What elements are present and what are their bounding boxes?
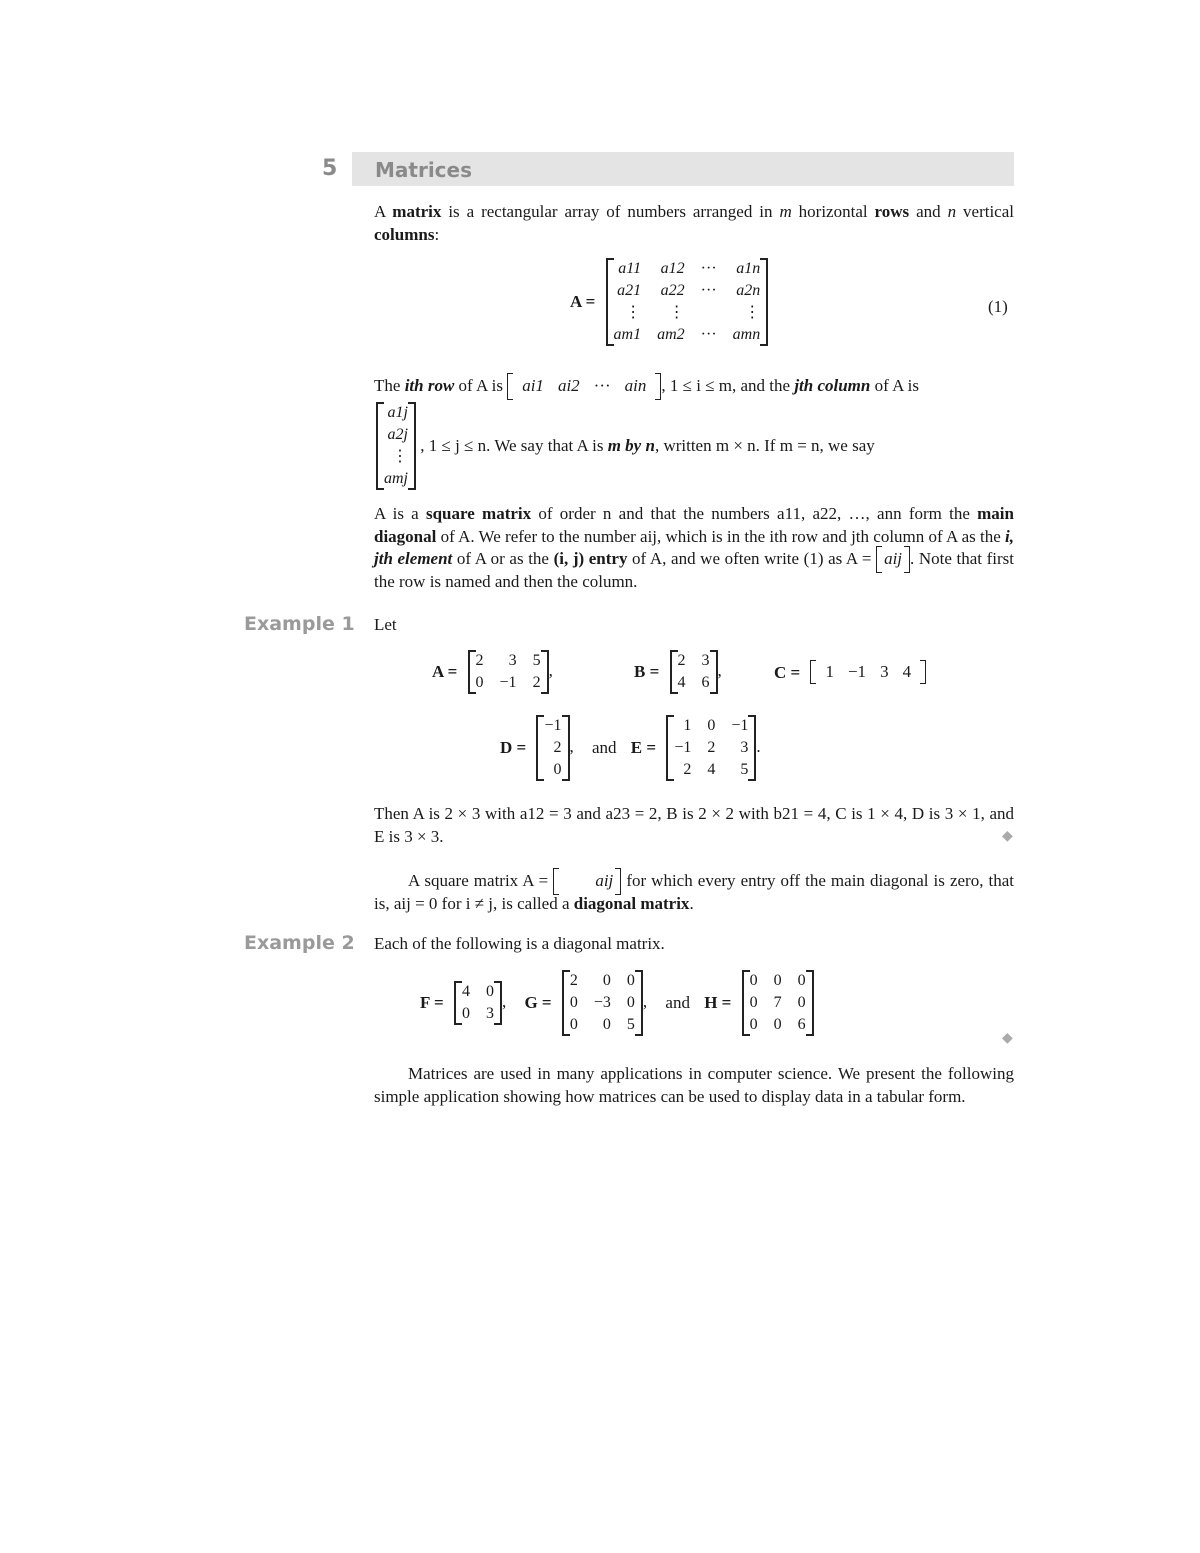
matrix-E-entry: 2 <box>707 739 716 756</box>
general-matrix-entry: a1n <box>736 260 761 277</box>
matrix-E-entry: 0 <box>707 717 716 734</box>
general-matrix-lhs: A = <box>570 292 596 311</box>
general-matrix-entry: ⋮ <box>668 304 685 321</box>
matrix-D-entry: −1 <box>544 717 562 734</box>
ith-row-entry: ai2 <box>557 376 580 395</box>
jth-col-entry: a2j <box>387 426 408 443</box>
equation-number: (1) <box>988 297 1008 316</box>
ith-row-vector <box>507 375 661 398</box>
matrix-G-entry: 0 <box>626 994 635 1011</box>
matrix-G-entry: 0 <box>602 1016 611 1033</box>
jth-col-entry: a1j <box>387 404 408 421</box>
matrix-H-entry: 0 <box>773 1016 782 1033</box>
example-1-label: Example 1 <box>244 613 355 635</box>
matrix-A-entry: −1 <box>499 674 517 691</box>
matrix-H-entry: 6 <box>797 1016 806 1033</box>
matrix-B-entry: 2 <box>677 652 686 669</box>
matrix-D-entry: 0 <box>553 761 562 778</box>
matrix-F-entry: 3 <box>485 1005 494 1022</box>
general-matrix-entry: a12 <box>660 260 685 277</box>
matrix-E <box>666 715 756 781</box>
general-matrix-entry: amn <box>732 326 761 343</box>
matrix-H-entry: 0 <box>797 972 806 989</box>
matrix-F <box>454 981 502 1025</box>
matrix-G-entry: 0 <box>602 972 611 989</box>
general-matrix-entry <box>693 302 725 324</box>
general-matrix-equation <box>570 258 768 346</box>
row-definition: The ith row of A is ai1 ai2 ··· ain , 1 ≤ i ≤ m, and the jth column of A is <box>374 375 1014 398</box>
matrix-E-entry: 3 <box>740 739 749 756</box>
general-matrix-entry: am2 <box>657 326 685 343</box>
general-matrix-entry: a21 <box>617 282 642 299</box>
diagonal-examples: F = 4 0 0 3 , G = 2 0 0 0 −3 0 0 0 5 , and H = 0 0 0 0 7 0 0 0 6 <box>420 970 814 1036</box>
matrix-A-entry: 0 <box>475 674 484 691</box>
matrix-G-entry: 0 <box>626 972 635 989</box>
matrix-E-entry: 5 <box>740 761 749 778</box>
example-2-label: Example 2 <box>244 932 355 954</box>
matrix-F-entry: 0 <box>485 983 494 1000</box>
matrix-C-block: C = 1 −1 3 4 <box>774 662 926 683</box>
matrix-A-entry: 2 <box>475 652 484 669</box>
jth-col-entry: ⋮ <box>392 448 408 465</box>
matrix-B-block: B = 2 3 4 6 , <box>634 650 722 694</box>
general-matrix-entry: ··· <box>700 260 717 277</box>
closing-paragraph: Matrices are used in many applications in computer science. We present the following simple application showing how matrices can be used to display data in a tabular form. <box>374 1064 1014 1106</box>
chapter-number: 5 <box>322 156 338 181</box>
example-2-intro: Each of the following is a diagonal matrix. <box>374 934 665 953</box>
matrix-H-entry: 7 <box>773 994 782 1011</box>
matrix-G-entry: −3 <box>593 994 611 1011</box>
matrix-H-entry: 0 <box>749 994 758 1011</box>
matrix-A-entry: 5 <box>532 652 541 669</box>
matrix-H <box>742 970 814 1036</box>
matrix-F-entry: 4 <box>461 983 470 1000</box>
matrix-A-block: A = 2 3 5 0 −1 2 , <box>432 650 553 694</box>
matrix-A <box>468 650 549 694</box>
general-matrix-entry: a2n <box>736 282 761 299</box>
general-matrix-entry: ⋮ <box>744 304 761 321</box>
matrix-H-entry: 0 <box>797 994 806 1011</box>
matrix-B <box>670 650 718 694</box>
matrix-G-entry: 0 <box>569 994 578 1011</box>
general-matrix-entry: ··· <box>700 282 717 299</box>
matrix-G-entry: 0 <box>569 1016 578 1033</box>
matrix-C-entry: 4 <box>902 662 912 681</box>
example-1-end-mark: ◆ <box>1002 829 1013 844</box>
matrix-A-entry: 2 <box>532 674 541 691</box>
general-matrix-entry: ··· <box>700 326 717 343</box>
intro-paragraph: A matrix is a rectangular array of numbers arranged in m horizontal rows and n vertical columns: <box>374 202 1014 244</box>
square-matrix-paragraph: A is a square matrix of order n and that the numbers a11, a22, …, ann form the main diagonal of A. We refer to the number aij, which is in the ith row and jth column of A as the i, jth element of A or as the (i, j) entry of A, and we often write (1) as A = aij . Note that first the row is named and then the column. <box>374 504 1015 591</box>
matrix-E-entry: −1 <box>731 717 749 734</box>
matrix-B-entry: 4 <box>677 674 686 691</box>
matrix-B-entry: 6 <box>701 674 710 691</box>
matrix-D-entry: 2 <box>553 739 562 756</box>
chapter-title: Matrices <box>375 158 473 182</box>
jth-col-entry: amj <box>384 470 408 487</box>
matrix-D-block: D = −1 2 0 , and E = 1 0 −1 −1 2 3 2 4 5 . <box>500 715 761 781</box>
example-1-conclusion: Then A is 2 × 3 with a12 = 3 and a23 = 2, B is 2 × 2 with b21 = 4, C is 1 × 4, D is 3 × 1, and E is 3 × 3. <box>374 804 1014 846</box>
matrix-F-entry: 0 <box>461 1005 470 1022</box>
matrix-E-entry: 1 <box>683 717 692 734</box>
example-2-end-mark: ◆ <box>1002 1031 1013 1046</box>
matrix-C-entry: 3 <box>880 662 889 681</box>
matrix-B-entry: 3 <box>701 652 710 669</box>
matrix-A-entry: 3 <box>508 652 517 669</box>
general-matrix <box>606 258 769 346</box>
general-matrix-entry: ⋮ <box>625 304 642 321</box>
matrix-C <box>810 662 926 682</box>
matrix-G-entry: 5 <box>626 1016 635 1033</box>
matrix-C-entry: −1 <box>847 662 867 681</box>
matrix-E-entry: −1 <box>674 739 692 756</box>
matrix-D <box>536 715 569 781</box>
matrix-H-entry: 0 <box>773 972 782 989</box>
matrix-G-entry: 2 <box>569 972 578 989</box>
matrix-E-entry: 4 <box>707 761 716 778</box>
matrix-G <box>562 970 643 1036</box>
matrix-C-entry: 1 <box>825 662 834 681</box>
ith-row-entry: ai1 <box>522 376 544 395</box>
matrix-H-entry: 0 <box>749 1016 758 1033</box>
general-matrix-entry: am1 <box>613 326 642 343</box>
column-definition: a1j a2j ⋮ amj , 1 ≤ j ≤ n. We say that A is m by n, written m × n. If m = n, we say <box>376 402 875 490</box>
matrix-E-entry: 2 <box>683 761 692 778</box>
matrix-H-entry: 0 <box>749 972 758 989</box>
ith-row-entry: ain <box>624 376 647 395</box>
ith-row-entry: ··· <box>593 376 611 395</box>
example-1-let: Let <box>374 615 397 634</box>
general-matrix-entry: a22 <box>660 282 685 299</box>
jth-column-vector <box>376 402 416 490</box>
general-matrix-entry: a11 <box>618 260 642 277</box>
diagonal-definition: A square matrix A = aij for which every entry off the main diagonal is zero, that is, aij = 0 for i ≠ j, is called a diagonal matrix. <box>374 871 1014 913</box>
